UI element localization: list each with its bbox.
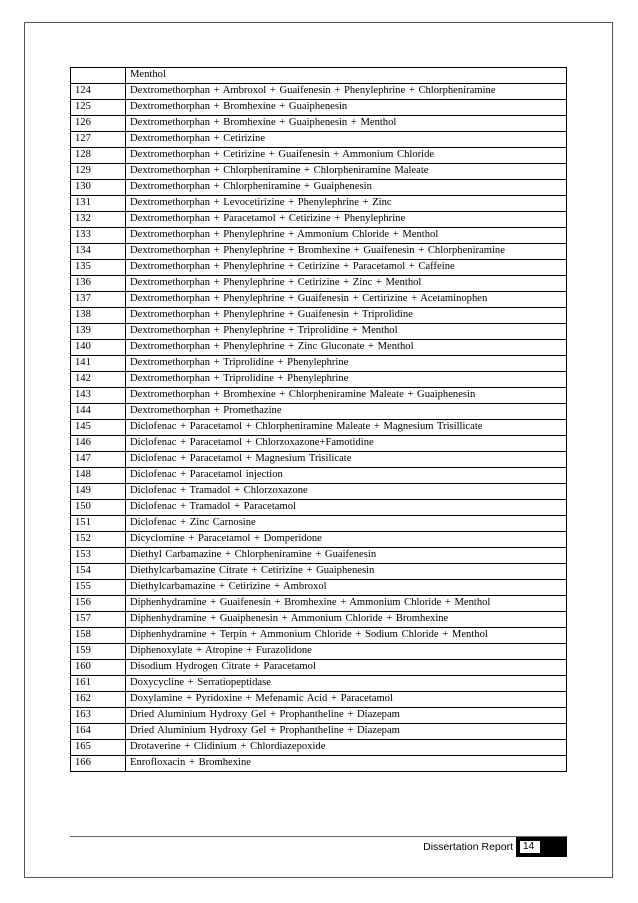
table-row xyxy=(71,692,567,708)
row-number: 152 xyxy=(71,532,126,548)
table-row xyxy=(71,308,567,324)
table-row xyxy=(71,404,567,420)
row-number: 128 xyxy=(71,148,126,164)
drug-combination: Dextromethorphan + Paracetamol + Cetirizine + Phenylephrine xyxy=(126,212,567,228)
drug-combination: Disodium Hydrogen Citrate + Paracetamol xyxy=(126,660,567,676)
table-row xyxy=(71,532,567,548)
row-number: 151 xyxy=(71,516,126,532)
drug-combination: Doxycycline + Serratiopeptidase xyxy=(126,676,567,692)
row-number xyxy=(71,68,126,84)
table-row xyxy=(71,484,567,500)
table-row xyxy=(71,708,567,724)
table-row xyxy=(71,596,567,612)
drug-combination: Diethylcarbamazine + Cetirizine + Ambroxol xyxy=(126,580,567,596)
table-row xyxy=(71,164,567,180)
table-row xyxy=(71,212,567,228)
row-number: 158 xyxy=(71,628,126,644)
row-number: 134 xyxy=(71,244,126,260)
table-row xyxy=(71,356,567,372)
drug-combination: Doxylamine + Pyridoxine + Mefenamic Acid + Paracetamol xyxy=(126,692,567,708)
drug-combination: Diclofenac + Tramadol + Paracetamol xyxy=(126,500,567,516)
drug-combination: Dextromethorphan + Cetirizine xyxy=(126,132,567,148)
row-number: 145 xyxy=(71,420,126,436)
row-number: 153 xyxy=(71,548,126,564)
drug-combination: Dextromethorphan + Phenylephrine + Ammonium Chloride + Menthol xyxy=(126,228,567,244)
table-row xyxy=(71,740,567,756)
drug-combination: Dextromethorphan + Ambroxol + Guaifenesin + Phenylephrine + Chlorpheniramine xyxy=(126,84,567,100)
drug-combination: Diclofenac + Zinc Carnosine xyxy=(126,516,567,532)
page-number-box xyxy=(516,837,567,857)
drug-combination: Dextromethorphan + Bromhexine + Guaiphenesin xyxy=(126,100,567,116)
drug-combination: Dextromethorphan + Phenylephrine + Guaifenesin + Certirizine + Acetaminophen xyxy=(126,292,567,308)
table-row xyxy=(71,612,567,628)
table-row xyxy=(71,148,567,164)
table-body xyxy=(71,68,567,772)
drug-combination: Diclofenac + Paracetamol + Magnesium Trisilicate xyxy=(126,452,567,468)
row-number: 159 xyxy=(71,644,126,660)
table-row xyxy=(71,628,567,644)
drug-combination: Diphenoxylate + Atropine + Furazolidone xyxy=(126,644,567,660)
drug-combination: Dextromethorphan + Phenylephrine + Cetirizine + Paracetamol + Caffeine xyxy=(126,260,567,276)
drug-combination: Diethylcarbamazine Citrate + Cetirizine + Guaiphenesin xyxy=(126,564,567,580)
table-row xyxy=(71,132,567,148)
table-row xyxy=(71,196,567,212)
row-number: 148 xyxy=(71,468,126,484)
row-number: 157 xyxy=(71,612,126,628)
table-row xyxy=(71,644,567,660)
table-row xyxy=(71,180,567,196)
drug-combination: Diclofenac + Paracetamol + Chlorpheniramine Maleate + Magnesium Trisillicate xyxy=(126,420,567,436)
drug-combination: Enrofloxacin + Bromhexine xyxy=(126,756,567,772)
table-row xyxy=(71,756,567,772)
table-row xyxy=(71,340,567,356)
row-number: 126 xyxy=(71,116,126,132)
drug-combination: Dextromethorphan + Triprolidine + Phenylephrine xyxy=(126,372,567,388)
drug-combination: Dextromethorphan + Promethazine xyxy=(126,404,567,420)
table-row xyxy=(71,100,567,116)
row-number: 136 xyxy=(71,276,126,292)
drug-combination: Dextromethorphan + Cetirizine + Guaifenesin + Ammonium Chloride xyxy=(126,148,567,164)
drug-combination: Dextromethorphan + Phenylephrine + Zinc Gluconate + Menthol xyxy=(126,340,567,356)
page-number: 14 xyxy=(519,840,541,854)
row-number: 137 xyxy=(71,292,126,308)
row-number: 155 xyxy=(71,580,126,596)
drug-combination: Dextromethorphan + Chlorpheniramine + Chlorpheniramine Maleate xyxy=(126,164,567,180)
drug-combination: Dextromethorphan + Phenylephrine + Guaifenesin + Triprolidine xyxy=(126,308,567,324)
table-row xyxy=(71,116,567,132)
row-number: 130 xyxy=(71,180,126,196)
row-number: 164 xyxy=(71,724,126,740)
row-number: 165 xyxy=(71,740,126,756)
table-row xyxy=(71,228,567,244)
table-row xyxy=(71,436,567,452)
drug-combination: Diclofenac + Tramadol + Chlorzoxazone xyxy=(126,484,567,500)
drug-combination: Menthol xyxy=(126,68,567,84)
footer-label: Dissertation Report xyxy=(423,841,513,853)
drug-combination: Dried Aluminium Hydroxy Gel + Prophantheline + Diazepam xyxy=(126,724,567,740)
table-row xyxy=(71,580,567,596)
drug-combination: Dextromethorphan + Triprolidine + Phenylephrine xyxy=(126,356,567,372)
row-number: 160 xyxy=(71,660,126,676)
table-row xyxy=(71,548,567,564)
drug-combination: Diphenhydramine + Terpin + Ammonium Chloride + Sodium Chloride + Menthol xyxy=(126,628,567,644)
table-row xyxy=(71,292,567,308)
row-number: 143 xyxy=(71,388,126,404)
table-row xyxy=(71,276,567,292)
drug-combination: Diclofenac + Paracetamol injection xyxy=(126,468,567,484)
row-number: 141 xyxy=(71,356,126,372)
table-row xyxy=(71,84,567,100)
row-number: 125 xyxy=(71,100,126,116)
row-number: 146 xyxy=(71,436,126,452)
drug-combination: Drotaverine + Clidinium + Chlordiazepoxide xyxy=(126,740,567,756)
table-row xyxy=(71,660,567,676)
drug-combination: Dried Aluminium Hydroxy Gel + Prophantheline + Diazepam xyxy=(126,708,567,724)
drug-combination: Dextromethorphan + Phenylephrine + Triprolidine + Menthol xyxy=(126,324,567,340)
drug-combination-table xyxy=(70,67,567,772)
row-number: 138 xyxy=(71,308,126,324)
table-row xyxy=(71,260,567,276)
drug-combination: Dextromethorphan + Phenylephrine + Cetirizine + Zinc + Menthol xyxy=(126,276,567,292)
row-number: 154 xyxy=(71,564,126,580)
row-number: 142 xyxy=(71,372,126,388)
drug-combination: Dextromethorphan + Chlorpheniramine + Guaiphenesin xyxy=(126,180,567,196)
drug-combination: Dextromethorphan + Levocetirizine + Phenylephrine + Zinc xyxy=(126,196,567,212)
table-row xyxy=(71,420,567,436)
table-row xyxy=(71,724,567,740)
table-row xyxy=(71,68,567,84)
drug-combination: Diphenhydramine + Guaiphenesin + Ammonium Chloride + Bromhexine xyxy=(126,612,567,628)
row-number: 139 xyxy=(71,324,126,340)
row-number: 147 xyxy=(71,452,126,468)
table-row xyxy=(71,516,567,532)
row-number: 161 xyxy=(71,676,126,692)
drug-combination: Diclofenac + Paracetamol + Chlorzoxazone+Famotidine xyxy=(126,436,567,452)
table-row xyxy=(71,676,567,692)
row-number: 166 xyxy=(71,756,126,772)
footer-divider xyxy=(70,836,567,837)
row-number: 131 xyxy=(71,196,126,212)
row-number: 124 xyxy=(71,84,126,100)
row-number: 149 xyxy=(71,484,126,500)
row-number: 162 xyxy=(71,692,126,708)
table-row xyxy=(71,468,567,484)
row-number: 129 xyxy=(71,164,126,180)
row-number: 135 xyxy=(71,260,126,276)
row-number: 150 xyxy=(71,500,126,516)
drug-combination: Dextromethorphan + Bromhexine + Guaiphenesin + Menthol xyxy=(126,116,567,132)
row-number: 144 xyxy=(71,404,126,420)
row-number: 127 xyxy=(71,132,126,148)
drug-combination: Diethyl Carbamazine + Chlorpheniramine + Guaifenesin xyxy=(126,548,567,564)
table-row xyxy=(71,388,567,404)
table-row xyxy=(71,244,567,260)
row-number: 156 xyxy=(71,596,126,612)
row-number: 140 xyxy=(71,340,126,356)
table-row xyxy=(71,372,567,388)
table-row xyxy=(71,500,567,516)
row-number: 163 xyxy=(71,708,126,724)
drug-combination: Dicyclomine + Paracetamol + Domperidone xyxy=(126,532,567,548)
table-row xyxy=(71,452,567,468)
table-row xyxy=(71,564,567,580)
table-row xyxy=(71,324,567,340)
drug-combination: Dextromethorphan + Phenylephrine + Bromhexine + Guaifenesin + Chlorpheniramine xyxy=(126,244,567,260)
row-number: 133 xyxy=(71,228,126,244)
row-number: 132 xyxy=(71,212,126,228)
drug-combination: Diphenhydramine + Guaifenesin + Bromhexine + Ammonium Chloride + Menthol xyxy=(126,596,567,612)
drug-combination: Dextromethorphan + Bromhexine + Chlorpheniramine Maleate + Guaiphenesin xyxy=(126,388,567,404)
